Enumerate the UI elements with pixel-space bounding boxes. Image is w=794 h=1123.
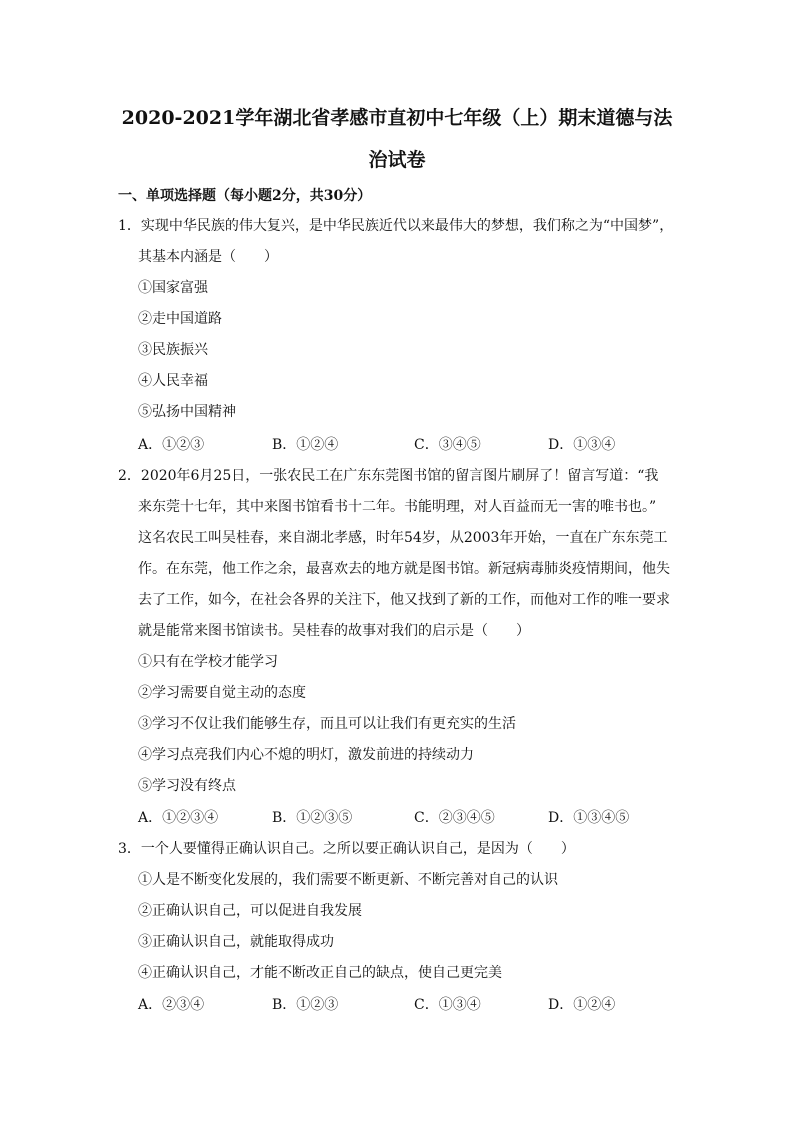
question-2-item-2: ②学习需要自觉主动的态度 bbox=[138, 685, 306, 701]
question-1-stem-line-1: 1．实现中华民族的伟大复兴，是中华民族近代以来最伟大的梦想，我们称之为“中国梦”， bbox=[118, 218, 674, 234]
question-3-options bbox=[138, 994, 698, 1016]
question-1-item-2: ②走中国道路 bbox=[138, 311, 222, 327]
question-1-option-c[interactable]: C．③④⑤ bbox=[414, 437, 481, 453]
section-heading: 一、单项选择题（每小题2分，共30分） bbox=[118, 188, 372, 204]
question-1-option-b[interactable]: B．①②④ bbox=[272, 437, 339, 453]
question-3-option-d[interactable]: D．①②④ bbox=[548, 997, 616, 1013]
question-1-stem-line-2: 其基本内涵是（ ） bbox=[138, 249, 278, 265]
question-1-option-d[interactable]: D．①③④ bbox=[548, 437, 616, 453]
question-3-item-1: ①人是不断变化发展的，我们需要不断更新、不断完善对自己的认识 bbox=[138, 872, 558, 888]
question-3-option-a[interactable]: A．②③④ bbox=[138, 997, 205, 1013]
question-2-option-b[interactable]: B．①②③⑤ bbox=[272, 810, 353, 826]
question-2-item-4: ④学习点亮我们内心不熄的明灯，激发前进的持续动力 bbox=[138, 747, 474, 763]
question-3-stem-line-1: 3．一个人要懂得正确认识自己。之所以要正确认识自己，是因为（ ） bbox=[118, 841, 575, 857]
question-1-item-4: ④人民幸福 bbox=[138, 373, 208, 389]
question-2-stem-line-1: 2．2020年6月25日，一张农民工在广东东莞图书馆的留言图片刷屏了！留言写道：“我 bbox=[118, 468, 659, 484]
question-2-stem-line-4: 作。在东莞，他工作之余，最喜欢去的地方就是图书馆。新冠病毒肺炎疫情期间，他失 bbox=[138, 561, 670, 577]
question-2-option-d[interactable]: D．①③④⑤ bbox=[548, 810, 630, 826]
question-2-option-a[interactable]: A．①②③④ bbox=[138, 810, 219, 826]
question-3-option-b[interactable]: B．①②③ bbox=[272, 997, 339, 1013]
question-1-option-a[interactable]: A．①②③ bbox=[138, 437, 205, 453]
question-2-item-5: ⑤学习没有终点 bbox=[138, 778, 236, 794]
question-1-options bbox=[138, 434, 698, 456]
question-3-item-4: ④正确认识自己，才能不断改正自己的缺点，使自己更完美 bbox=[138, 965, 502, 981]
question-3-option-c[interactable]: C．①③④ bbox=[414, 997, 481, 1013]
question-1-item-1: ①国家富强 bbox=[138, 280, 208, 296]
question-2-item-1: ①只有在学校才能学习 bbox=[138, 654, 278, 670]
question-2-stem-line-3: 这名农民工叫吴桂春，来自湖北孝感，时年54岁，从2003年开始，一直在广东东莞工 bbox=[138, 530, 668, 546]
question-1-item-5: ⑤弘扬中国精神 bbox=[138, 404, 236, 420]
exam-title-line-1: 2020-2021学年湖北省孝感市直初中七年级（上）期末道德与法 bbox=[121, 107, 673, 129]
question-2-item-3: ③学习不仅让我们能够生存，而且可以让我们有更充实的生活 bbox=[138, 716, 516, 732]
question-2-stem-line-6: 就是能常来图书馆读书。吴桂春的故事对我们的启示是（ ） bbox=[138, 623, 530, 639]
question-2-options bbox=[138, 807, 698, 829]
question-2-stem-line-2: 来东莞十七年，其中来图书馆看书十二年。书能明理，对人百益而无一害的唯书也。” bbox=[138, 499, 657, 515]
question-1-item-3: ③民族振兴 bbox=[138, 342, 208, 358]
question-2-stem-line-5: 去了工作，如今，在社会各界的关注下，他又找到了新的工作，而他对工作的唯一要求 bbox=[138, 592, 670, 608]
question-3-item-3: ③正确认识自己，就能取得成功 bbox=[138, 934, 334, 950]
question-2-option-c[interactable]: C．②③④⑤ bbox=[414, 810, 495, 826]
exam-title-line-2: 治试卷 bbox=[368, 149, 426, 171]
question-3-item-2: ②正确认识自己，可以促进自我发展 bbox=[138, 903, 362, 919]
